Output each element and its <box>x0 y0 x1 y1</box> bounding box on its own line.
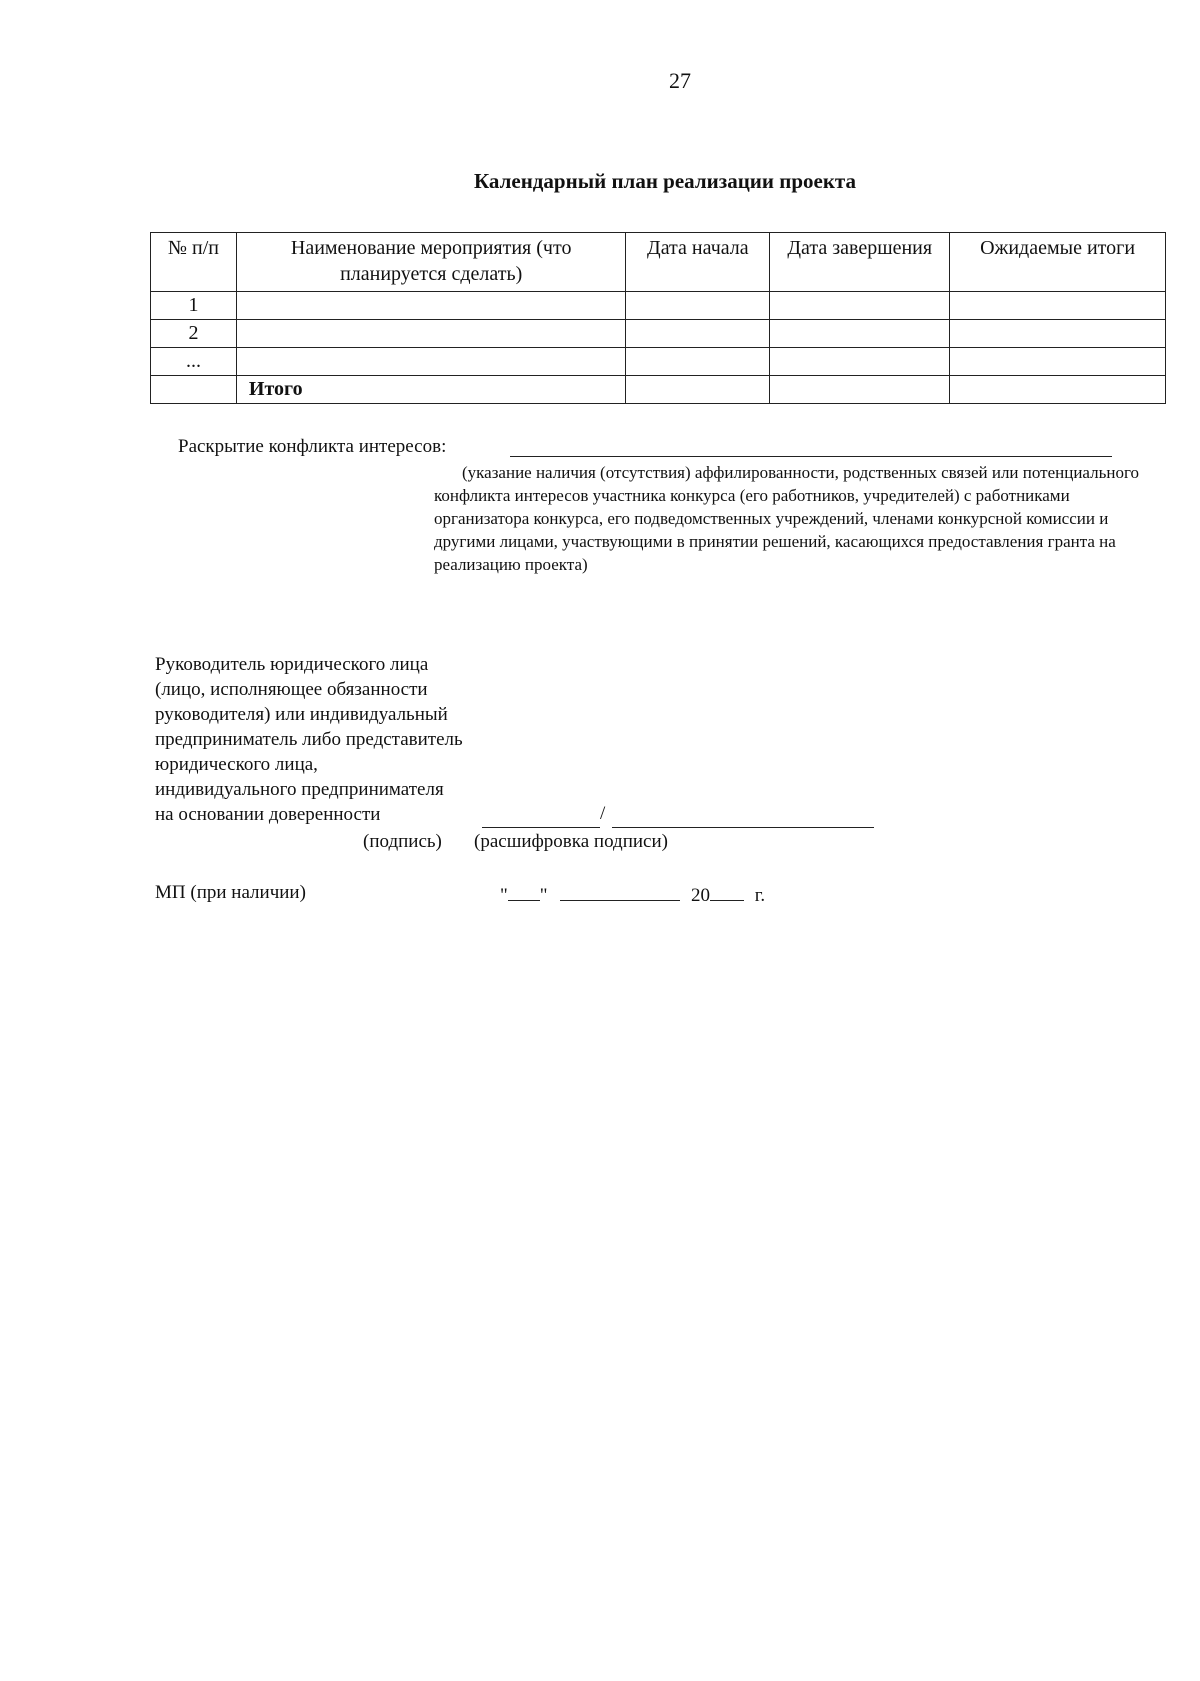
table-cell <box>626 292 770 320</box>
signature-field[interactable] <box>482 827 600 828</box>
table-total-row <box>151 376 1166 404</box>
signature-caption: (подпись) <box>363 831 442 852</box>
table-header-row <box>151 233 1166 292</box>
table-cell: 1 <box>151 292 237 320</box>
quote-close: " <box>539 885 548 906</box>
table-cell: 2 <box>151 320 237 348</box>
document-title: Календарный план реализации проекта <box>473 169 857 193</box>
conflict-of-interest-label: Раскрытие конфликта интересов: <box>178 436 447 457</box>
signer-line: индивидуального предпринимателя <box>155 779 444 800</box>
year-prefix: 20 <box>691 885 711 906</box>
header-event-name: Наименование мероприятия (что планируется сделать) <box>236 233 626 292</box>
year-field[interactable] <box>710 882 744 901</box>
stamp-label: МП (при наличии) <box>155 882 306 903</box>
table-cell <box>950 376 1166 404</box>
signer-line: Руководитель юридического лица <box>155 654 429 675</box>
header-start-date: Дата начала <box>626 233 770 292</box>
table-cell <box>770 348 950 376</box>
month-field[interactable] <box>560 882 680 901</box>
quote-open: " <box>500 885 508 906</box>
date-row <box>500 882 765 907</box>
table-cell <box>770 320 950 348</box>
signer-description <box>155 652 535 827</box>
table-cell <box>626 376 770 404</box>
table-cell <box>626 320 770 348</box>
conflict-of-interest-note: (указание наличия (отсутствия) аффилированности, родственных связей или потенциального конфликта интересов участника конкурса (его работников, учредителей) с работниками организатора конкурса, его подведомственных учреждений, членами конкурсной комиссии и другими лицами, участвующими в принятии решений, касающихся предоставления гранта на реализацию проекта) <box>434 463 1140 574</box>
total-label: Итого <box>236 376 626 404</box>
signer-line: на основании доверенности <box>155 804 381 825</box>
table-cell <box>626 348 770 376</box>
header-expected-results: Ожидаемые итоги <box>950 233 1166 292</box>
table-cell <box>770 292 950 320</box>
table-cell <box>950 292 1166 320</box>
signer-line: юридического лица, <box>155 754 318 775</box>
table-row <box>151 292 1166 320</box>
header-end-date: Дата завершения <box>770 233 950 292</box>
signature-separator: / <box>600 803 606 824</box>
signature-decoding-caption: (расшифровка подписи) <box>474 831 668 852</box>
table-cell <box>236 292 626 320</box>
table-cell <box>236 320 626 348</box>
signer-line: руководителя) или индивидуальный <box>155 704 448 725</box>
table-cell <box>950 320 1166 348</box>
signer-line: предприниматель либо представитель <box>155 729 463 750</box>
table-row <box>151 320 1166 348</box>
signature-decoding-field[interactable] <box>612 827 874 828</box>
conflict-of-interest-field[interactable] <box>510 456 1112 457</box>
signer-line: (лицо, исполняющее обязанности <box>155 679 428 700</box>
calendar-plan-table <box>150 232 1166 404</box>
table-cell <box>950 348 1166 376</box>
day-field[interactable] <box>508 882 540 901</box>
table-cell <box>770 376 950 404</box>
year-suffix: г. <box>754 885 766 906</box>
header-number: № п/п <box>151 233 237 292</box>
table-row <box>151 348 1166 376</box>
page-number: 27 <box>669 68 691 93</box>
table-cell <box>151 376 237 404</box>
table-cell <box>236 348 626 376</box>
table-cell: ... <box>151 348 237 376</box>
